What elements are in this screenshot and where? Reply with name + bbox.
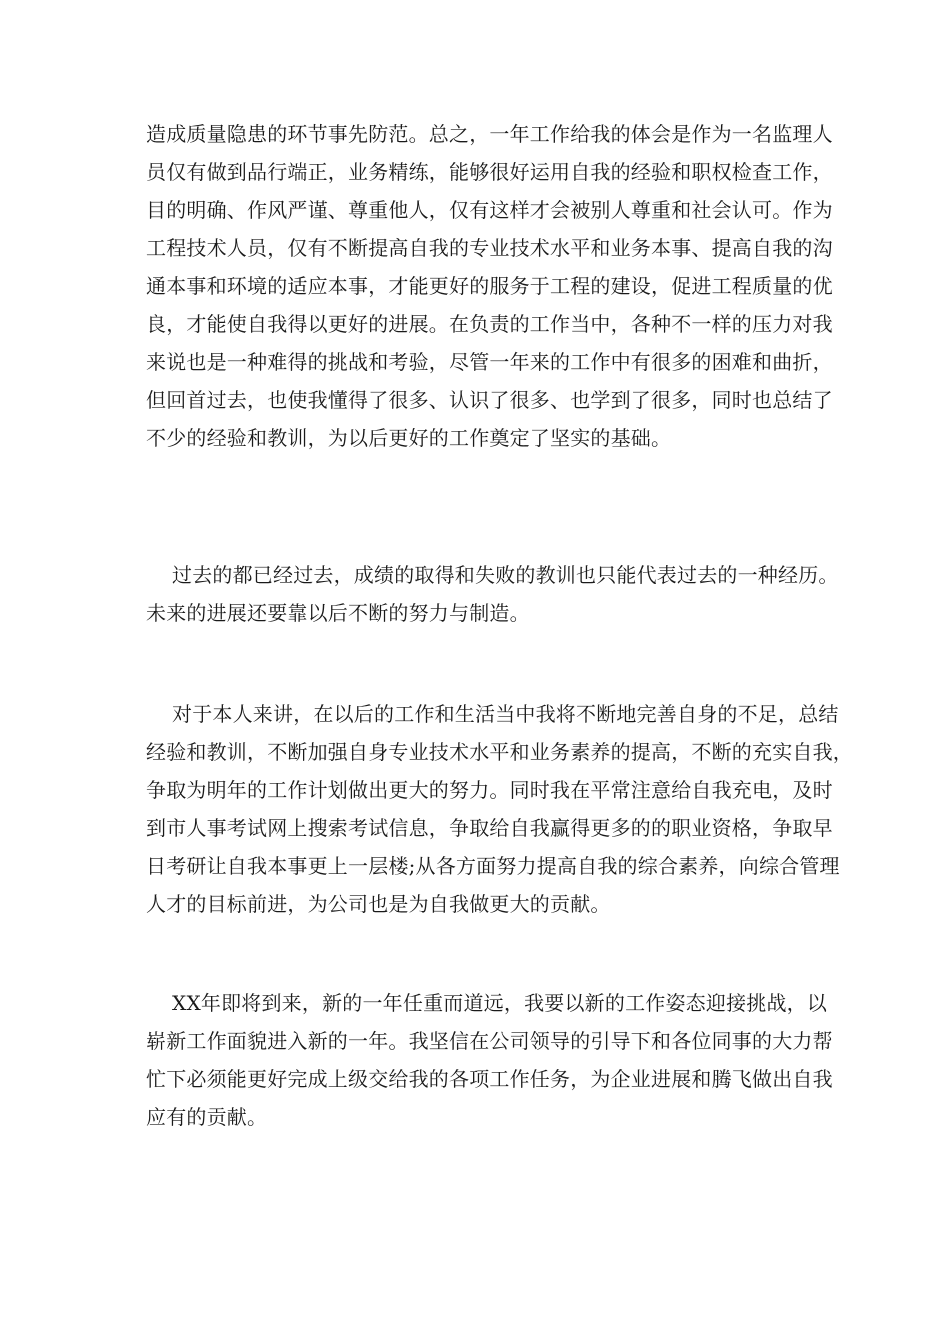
text-line: 目的明确、作风严谨、尊重他人，仅有这样才会被别人尊重和社会认可。作为	[146, 198, 833, 222]
text-line: 对于本人来讲，在以后的工作和生活当中我将不断地完善自身的不足，总结	[172, 702, 839, 726]
text-line: 应有的贡献。	[146, 1105, 268, 1129]
text-line: 日考研让自我本事更上一层楼;从各方面努力提高自我的综合素养，向综合管理	[146, 854, 840, 878]
text-line: 造成质量隐患的环节事先防范。总之，一年工作给我的体会是作为一名监理人	[146, 122, 833, 146]
text-line: 不少的经验和教训，为以后更好的工作奠定了坚实的基础。	[146, 426, 672, 450]
text-line: 通本事和环境的适应本事，才能更好的服务于工程的建设，促进工程质量的优	[146, 274, 833, 298]
paragraph-work-summary	[146, 115, 833, 457]
paragraph-new-year	[146, 984, 833, 1136]
paragraph-looking-back	[146, 556, 839, 632]
text-line: XX年即将到来，新的一年任重而道远，我要以新的工作姿态迎接挑战，以	[172, 991, 828, 1015]
text-line: 未来的进展还要靠以后不断的努力与制造。	[146, 601, 530, 625]
text-line: 到市人事考试网上搜索考试信息，争取给自我赢得更多的的职业资格，争取早	[146, 816, 833, 840]
text-line: 争取为明年的工作计划做出更大的努力。同时我在平常注意给自我充电，及时	[146, 778, 833, 802]
text-line: 员仅有做到品行端正，业务精练，能够很好运用自我的经验和职权检查工作，	[146, 160, 833, 184]
text-line: 忙下必须能更好完成上级交给我的各项工作任务，为企业进展和腾飞做出自我	[146, 1067, 833, 1091]
text-line: 经验和教训，不断加强自身专业技术水平和业务素养的提高，不断的充实自我，	[146, 740, 853, 764]
text-line: 良，才能使自我得以更好的进展。在负责的工作当中，各种不一样的压力对我	[146, 312, 833, 336]
text-line: 人才的目标前进，为公司也是为自我做更大的贡献。	[146, 892, 611, 916]
paragraph-self-improvement	[146, 695, 853, 923]
text-line: 工程技术人员，仅有不断提高自我的专业技术水平和业务本事、提高自我的沟	[146, 236, 833, 260]
text-line: 来说也是一种难得的挑战和考验，尽管一年来的工作中有很多的困难和曲折，	[146, 350, 833, 374]
text-line: 过去的都已经过去，成绩的取得和失败的教训也只能代表过去的一种经历。	[172, 563, 839, 587]
text-line: 但回首过去，也使我懂得了很多、认识了很多、也学到了很多，同时也总结了	[146, 388, 833, 412]
text-line: 崭新工作面貌进入新的一年。我坚信在公司领导的引导下和各位同事的大力帮	[146, 1029, 833, 1053]
